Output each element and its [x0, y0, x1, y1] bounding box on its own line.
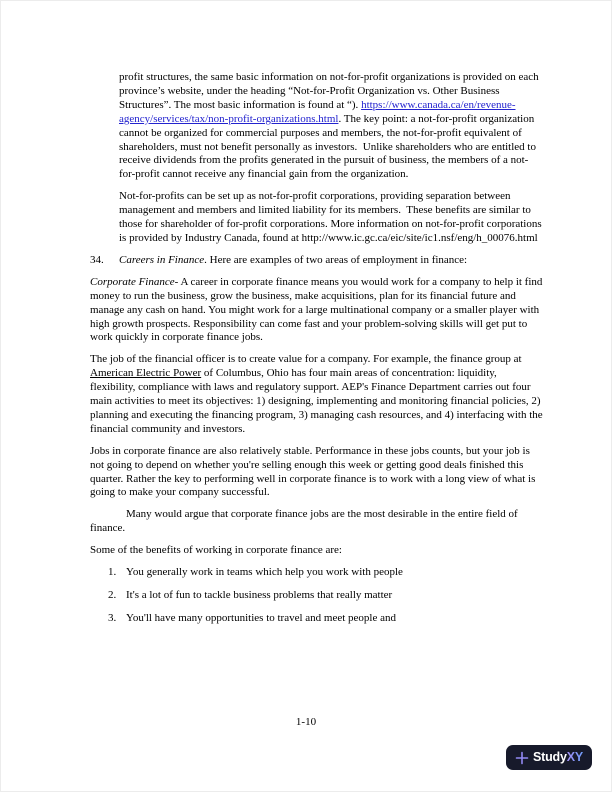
page-content: [90, 71, 546, 635]
text-segment: Corporate Finance-: [90, 275, 179, 288]
text-segment: American Electric Power: [90, 367, 202, 380]
paragraph-notforprofit-info: [90, 71, 543, 182]
logo-text: [533, 751, 583, 765]
paragraph-notforprofit-corporations: Not-for-profits can be set up as not-for-profit corporations, providing separation between management and members and limited liability for its members. These benefits are similar to those for shareholder of for-profit corporations. More information on not-for-profit corporations is provided by Industry Canada, found at http://www.ic.gc.ca/eic/site/ic1.nsf/eng/h_00076.html: [119, 190, 545, 244]
numbered-item-34: [90, 254, 543, 268]
logo-text-xy: XY: [566, 749, 584, 764]
text-segment: The job of the financial officer is to create value for a company. For example, the finance group at: [90, 353, 524, 366]
text-segment: . The key point: a not-for-profit organization cannot be organized for commercial purposes and members, the not-for-profit equivalent of shareholders, must not benefit personally as investors. Unlike shareholders who are entitled to receive dividends from the profits generated in the pursuit of business, the members of a not-for-profit cannot receive any financial gain from the organization.: [119, 112, 539, 181]
studyxy-badge: [506, 745, 592, 770]
list-item-number: 2.: [108, 589, 117, 601]
list-item-text: It's a lot of fun to tackle business problems that really matter: [126, 589, 393, 601]
list-item-text: You'll have many opportunities to travel and meet people and: [126, 611, 396, 624]
paragraph-job-stability: Jobs in corporate finance are also relatively stable. Performance in these jobs counts, but your job is not going to depend on whether you're selling enough this week or getting good deals finished this quarter. Rather the key to performing well in corporate finance is to work with a long view of what is going to make your company successful.: [90, 444, 539, 499]
item-34-number: 34.: [90, 253, 104, 266]
list-item: [108, 589, 543, 603]
logo-text-study: Study: [533, 749, 567, 764]
list-item-number: 1.: [108, 566, 117, 579]
benefits-list: [90, 566, 543, 626]
list-item-text: You generally work in teams which help you work with people: [126, 566, 403, 579]
list-item: [108, 566, 543, 580]
list-item: [108, 612, 543, 626]
plus-icon: [515, 751, 529, 765]
paragraph-financial-officer-aep: [90, 353, 546, 436]
paragraph-benefits-intro: Some of the benefits of working in corporate finance are:: [90, 544, 342, 557]
text-segment: of Columbus, Ohio has four main areas of concentration: liquidity, flexibility, compliance with laws and regulatory support. AEP's Finance Department carries out four main activities to meet its objectives: 1) designing, implementing and monitoring financial policies, 2) planning and executing the financing program, 3) managing cash resources, and 4) interfacing with the financial community and investors.: [90, 367, 546, 435]
text-segment: profit structures, the same basic information on not-for-profit organizations is provided on each province’s website, under the heading “Not-for-Profit Organization vs. Other Business Structures”. The most basic information is found at “).: [119, 71, 542, 111]
text-segment: A career in corporate finance means you would work for a company to help it find money to run the business, grow the business, make acquisitions, plan for its financial future and manage any cash on hand. You might work for a large multinational company or a smaller player with high growth prospects. Responsibility can come fast and your problem-solving skills will get put to work quickly in corporate finance jobs.: [90, 275, 546, 344]
list-item-number: 3.: [108, 611, 117, 624]
hyperlink[interactable]: https://www.canada.ca/en/revenue-agency/services/tax/non-profit-organizations.html: [119, 98, 516, 125]
paragraph-corporate-finance: [90, 275, 546, 346]
text-segment: . Here are examples of two areas of employment in finance:: [204, 253, 468, 266]
text-segment: Careers in Finance: [119, 253, 205, 266]
paragraph-most-desirable: Many would argue that corporate finance jobs are the most desirable in the entire field of finance.: [90, 508, 521, 535]
item-34-text: [119, 254, 543, 268]
page-number: 1-10: [295, 716, 317, 728]
